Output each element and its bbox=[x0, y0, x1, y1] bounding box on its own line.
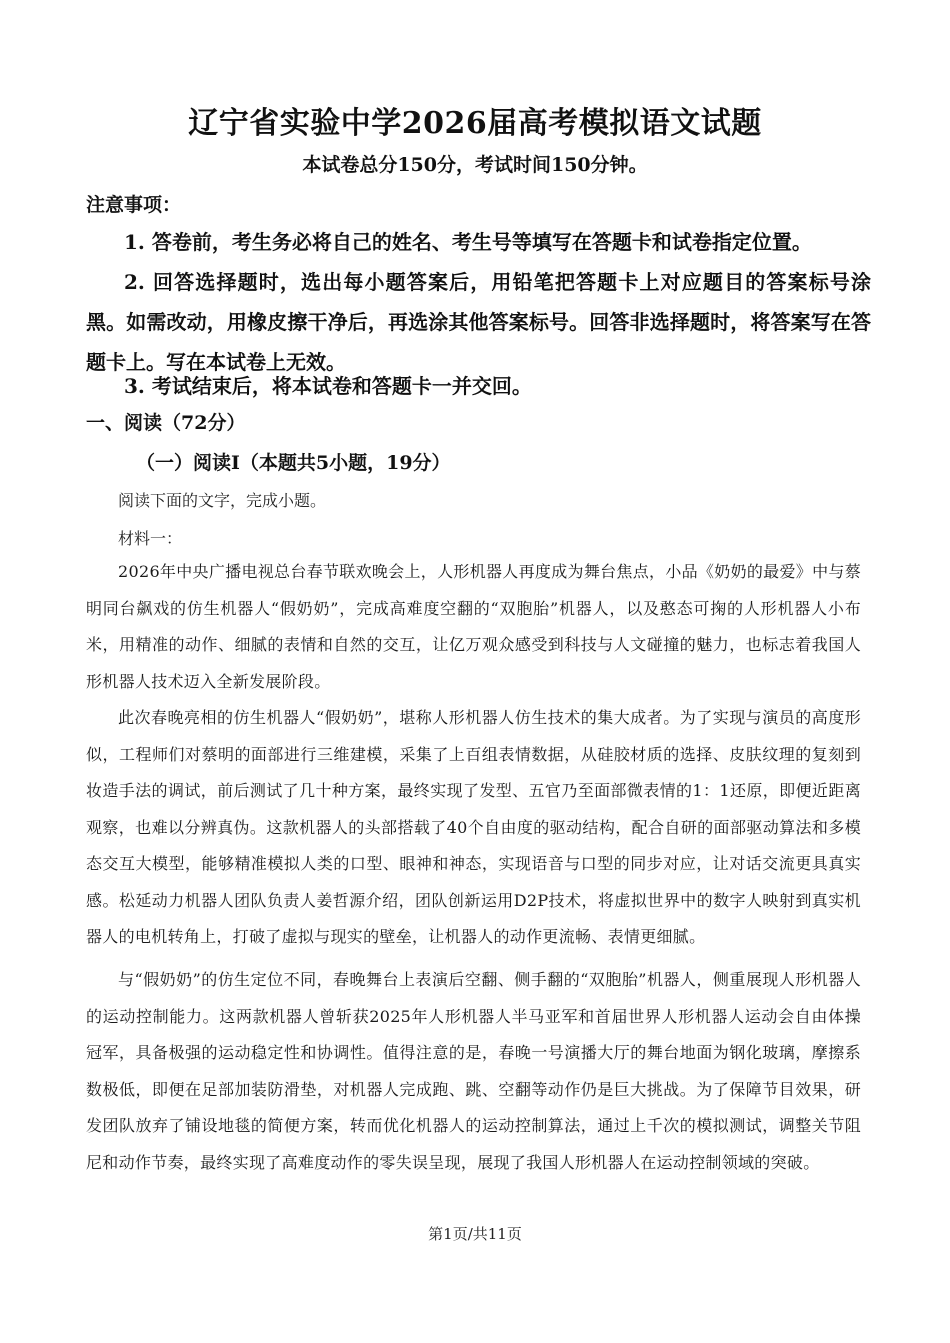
material-label: 材料一： bbox=[118, 529, 183, 548]
paragraph-3: 与“假奶奶”的仿生定位不同，春晚舞台上表演后空翻、侧手翻的“双胞胎”机器人，侧重展现人形机器人的运动控制能力。这两款机器人曾斩获2025年人形机器人半马亚军和首届世界人形机器人运动会自由体操冠军，具备极强的运动稳定性和协调性。值得注意的是，春晚一号演播大厅的舞台地面为钢化玻璃，摩擦系数极低，即便在足部加装防滑垫，对机器人完成跑、跳、空翻等动作仍是巨大挑战。为了保障节目效果，研发团队放弃了铺设地毯的简便方案，转而优化机器人的运动控制算法，通过上千次的模拟测试，调整关节阻尼和动作节奏，最终实现了高难度动作的零失误呈现，展现了我国人形机器人在运动控制领域的突破。 bbox=[86, 970, 861, 1172]
instruction-text: 阅读下面的文字，完成小题。 bbox=[118, 491, 327, 510]
notice-item-3: 3. 考试结束后，将本试卷和答题卡一并交回。 bbox=[124, 374, 532, 398]
page-footer: 第1页/共11页 bbox=[428, 1225, 522, 1243]
notice-item-2: 2. 回答选择题时，选出每小题答案后，用铅笔把答题卡上对应题目的答案标号涂黑。如需改动，用橡皮擦干净后，再选涂其他答案标号。回答非选择题时，将答案写在答题卡上。写在本试卷上无效。 bbox=[86, 270, 871, 374]
subsection-title: （一）阅读Ⅰ（本题共5小题，19分） bbox=[136, 452, 451, 474]
section-title: 一、阅读（72分） bbox=[86, 412, 246, 434]
notice-heading: 注意事项： bbox=[86, 194, 182, 216]
exam-info: 本试卷总分150分，考试时间150分钟。 bbox=[302, 154, 648, 176]
page-title: 辽宁省实验中学2026届高考模拟语文试题 bbox=[188, 106, 762, 141]
paragraph-2: 此次春晚亮相的仿生机器人“假奶奶”，堪称人形机器人仿生技术的集大成者。为了实现与演员的高度形似，工程师们对蔡明的面部进行三维建模，采集了上百组表情数据，从硅胶材质的选择、皮肤纹理的复刻到妆造手法的调试，前后测试了几十种方案，最终实现了发型、五官乃至面部微表情的1：1还原，即便近距离观察，也难以分辨真伪。这款机器人的头部搭载了40个自由度的驱动结构，配合自研的面部驱动算法和多模态交互大模型，能够精准模拟人类的口型、眼神和神态，实现语音与口型的同步对应，让对话交流更具真实感。松延动力机器人团队负责人姜哲源介绍，团队创新运用D2P技术，将虚拟世界中的数字人映射到真实机器人的电机转角上，打破了虚拟与现实的壁垒，让机器人的动作更流畅、表情更细腻。 bbox=[86, 708, 861, 946]
notice-item-1: 1. 答卷前，考生务必将自己的姓名、考生号等填写在答题卡和试卷指定位置。 bbox=[124, 230, 812, 254]
paragraph-1: 2026年中央广播电视总台春节联欢晚会上，人形机器人再度成为舞台焦点，小品《奶奶的最爱》中与蔡明同台飙戏的仿生机器人“假奶奶”，完成高难度空翻的“双胞胎”机器人，以及憨态可掬的人形机器人小布米，用精准的动作、细腻的表情和自然的交互，让亿万观众感受到科技与人文碰撞的魅力，也标志着我国人形机器人技术迈入全新发展阶段。 bbox=[86, 562, 861, 691]
